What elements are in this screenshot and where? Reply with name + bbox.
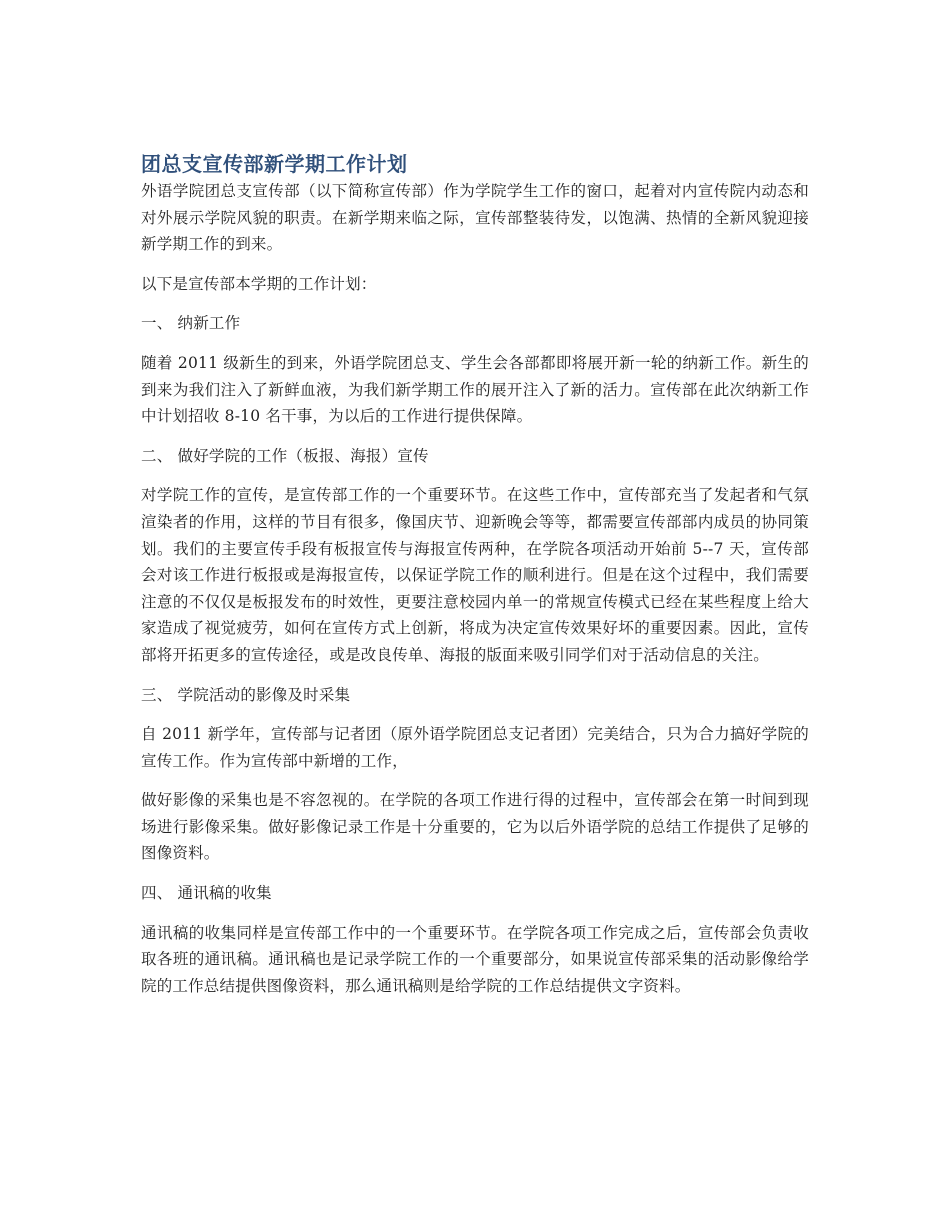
section-2-paragraph: 对学院工作的宣传，是宣传部工作的一个重要环节。在这些工作中，宣传部充当了发起者和气氛渲染者的作用，这样的节目有很多，像国庆节、迎新晚会等等，都需要宣传部部内成员的协同策划。我们的主要宣传手段有板报宣传与海报宣传两种，在学院各项活动开始前 5--7 天，宣传部会对该工作进行板报或是海报宣传，以保证学院工作的顺利进行。但是在这个过程中，我们需要注意的不仅仅是板报发布的时效性，更要注意校园内单一的常规宣传模式已经在某些程度上给大家造成了视觉疲劳，如何在宣传方式上创新，将成为决定宣传效果好坏的重要因素。因此，宣传部将开拓更多的宣传途径，或是改良传单、海报的版面来吸引同学们对于活动信息的关注。 — [141, 486, 809, 664]
document-page — [141, 150, 809, 1012]
lead-paragraph: 以下是宣传部本学期的工作计划： — [141, 274, 377, 293]
section-heading-3: 三、 学院活动的影像及时采集 — [141, 685, 351, 704]
section-heading-2: 二、 做好学院的工作（板报、海报）宣传 — [141, 446, 429, 465]
document-title: 团总支宣传部新学期工作计划 — [141, 152, 408, 176]
intro-paragraph: 外语学院团总支宣传部（以下简称宣传部）作为学院学生工作的窗口，起着对内宣传院内动态和对外展示学院风貌的职责。在新学期来临之际，宣传部整装待发，以饱满、热情的全新风貌迎接新学期工作的到来。 — [141, 182, 809, 254]
section-1-paragraph: 随着 2011 级新生的到来，外语学院团总支、学生会各部都即将展开新一轮的纳新工作。新生的到来为我们注入了新鲜血液，为我们新学期工作的展开注入了新的活力。宣传部在此次纳新工作中计划招收 8-10 名干事，为以后的工作进行提供保障。 — [141, 353, 809, 426]
section-3-paragraph-1: 自 2011 新学年，宣传部与记者团（原外语学院团总支记者团）完美结合，只为合力搞好学院的宣传工作。作为宣传部中新增的工作， — [141, 725, 809, 770]
section-3-paragraph-2: 做好影像的采集也是不容忽视的。在学院的各项工作进行得的过程中，宣传部会在第一时间到现场进行影像采集。做好影像记录工作是十分重要的，它为以后外语学院的总结工作提供了足够的图像资料。 — [141, 791, 809, 863]
section-4-paragraph: 通讯稿的收集同样是宣传部工作中的一个重要环节。在学院各项工作完成之后，宣传部会负责收取各班的通讯稿。通讯稿也是记录学院工作的一个重要部分，如果说宣传部采集的活动影像给学院的工作总结提供图像资料，那么通讯稿则是给学院的工作总结提供文字资料。 — [141, 923, 809, 995]
section-heading-1: 一、 纳新工作 — [141, 314, 241, 333]
section-heading-4: 四、 通讯稿的收集 — [141, 884, 272, 903]
